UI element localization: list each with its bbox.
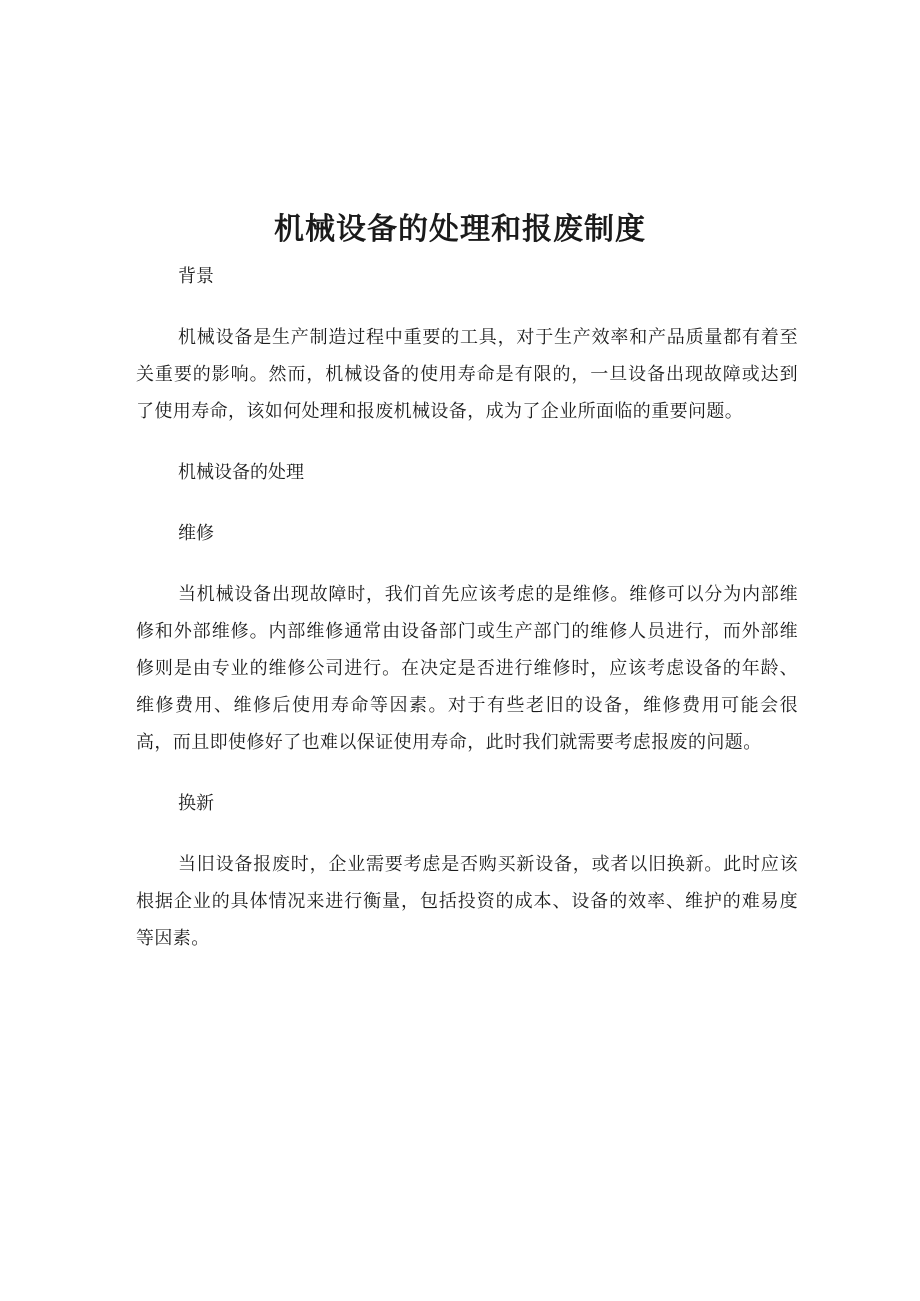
section-heading-repair: 维修 [178,523,214,544]
section-heading-background: 背景 [178,266,214,287]
document-body [136,258,798,957]
section-heading-replacement: 换新 [178,793,214,814]
page-title: 机械设备的处理和报废制度 [274,212,646,247]
paragraph-background: 机械设备是生产制造过程中重要的工具，对于生产效率和产品质量都有着至关重要的影响。然而，机械设备的使用寿命是有限的，一旦设备出现故障或达到了使用寿命，该如何处理和报废机械设备，成为了企业所面临的重要问题。 [136,327,798,422]
paragraph-repair: 当机械设备出现故障时，我们首先应该考虑的是维修。维修可以分为内部维修和外部维修。内部维修通常由设备部门或生产部门的维修人员进行，而外部维修则是由专业的维修公司进行。在决定是否进行维修时，应该考虑设备的年龄、维修费用、维修后使用寿命等因素。对于有些老旧的设备，维修费用可能会很高，而且即使修好了也难以保证使用寿命，此时我们就需要考虑报废的问题。 [136,584,798,753]
paragraph-replacement: 当旧设备报废时，企业需要考虑是否购买新设备，或者以旧换新。此时应该根据企业的具体情况来进行衡量，包括投资的成本、设备的效率、维护的难易度等因素。 [136,854,798,949]
section-heading-processing: 机械设备的处理 [178,462,304,483]
